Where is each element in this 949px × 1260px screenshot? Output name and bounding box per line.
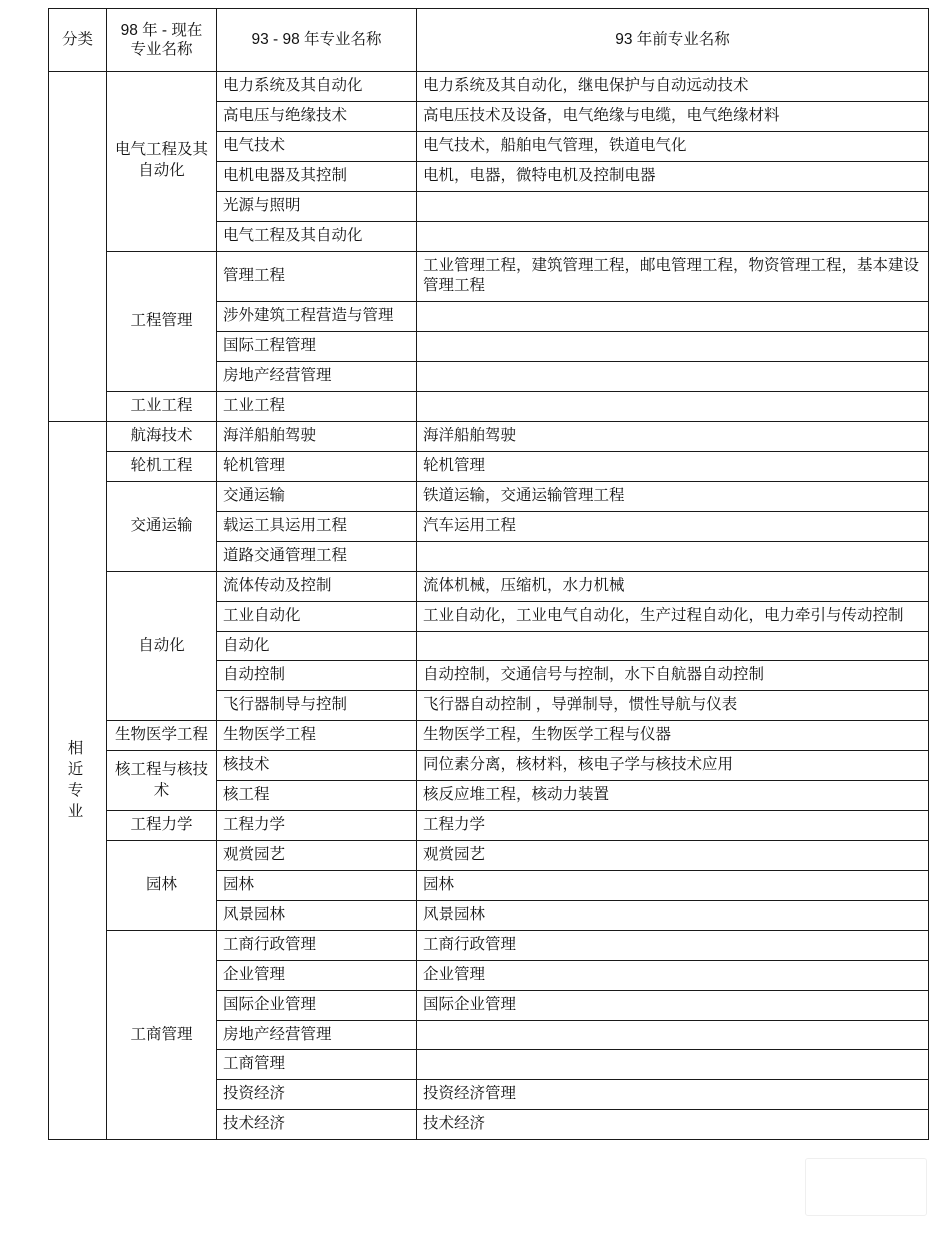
old-period-major-cell: 工商行政管理 xyxy=(417,930,929,960)
table-row xyxy=(49,840,929,870)
table-row xyxy=(49,251,929,302)
old-period-major-cell xyxy=(417,332,929,362)
table-row xyxy=(49,721,929,751)
old-period-major-cell: 园林 xyxy=(417,870,929,900)
old-period-major-cell xyxy=(417,631,929,661)
old-period-major-cell: 投资经济管理 xyxy=(417,1080,929,1110)
mid-period-major-cell: 高电压与绝缘技术 xyxy=(217,101,417,131)
mid-period-major-cell: 管理工程 xyxy=(217,251,417,302)
column-header-old-period: 93 年前专业名称 xyxy=(417,9,929,72)
mid-period-major-cell: 工商行政管理 xyxy=(217,930,417,960)
column-header-mid-period: 93 - 98 年专业名称 xyxy=(217,9,417,72)
mid-period-major-cell: 工业自动化 xyxy=(217,601,417,631)
old-period-major-cell: 汽车运用工程 xyxy=(417,511,929,541)
major-comparison-table xyxy=(48,8,929,1140)
table-row xyxy=(49,481,929,511)
old-period-major-cell xyxy=(417,392,929,422)
old-period-major-cell: 自动控制，交通信号与控制，水下自航器自动控制 xyxy=(417,661,929,691)
mid-period-major-cell: 电机电器及其控制 xyxy=(217,161,417,191)
current-major-cell: 园林 xyxy=(107,840,217,930)
mid-period-major-cell: 企业管理 xyxy=(217,960,417,990)
table-row xyxy=(49,811,929,841)
old-period-major-cell xyxy=(417,1050,929,1080)
mid-period-major-cell: 风景园林 xyxy=(217,900,417,930)
table-body xyxy=(49,72,929,1140)
column-header-category: 分类 xyxy=(49,9,107,72)
mid-period-major-cell: 交通运输 xyxy=(217,481,417,511)
current-major-cell: 生物医学工程 xyxy=(107,721,217,751)
table-row xyxy=(49,72,929,102)
old-period-major-cell: 生物医学工程，生物医学工程与仪器 xyxy=(417,721,929,751)
mid-period-major-cell: 国际企业管理 xyxy=(217,990,417,1020)
mid-period-major-cell: 光源与照明 xyxy=(217,191,417,221)
column-header-current-line1: 98 年 - 现在 xyxy=(120,21,203,39)
mid-period-major-cell: 飞行器制导与控制 xyxy=(217,691,417,721)
table-header xyxy=(49,9,929,72)
old-period-major-cell xyxy=(417,191,929,221)
current-major-cell: 工商管理 xyxy=(107,930,217,1139)
mid-period-major-cell: 房地产经营管理 xyxy=(217,362,417,392)
table-row xyxy=(49,422,929,452)
table-row xyxy=(49,392,929,422)
mid-period-major-cell: 工程力学 xyxy=(217,811,417,841)
old-period-major-cell: 工业自动化，工业电气自动化，生产过程自动化，电力牵引与传动控制 xyxy=(417,601,929,631)
category-cell xyxy=(49,72,107,422)
old-period-major-cell: 技术经济 xyxy=(417,1110,929,1140)
current-major-cell: 工程管理 xyxy=(107,251,217,392)
old-period-major-cell: 企业管理 xyxy=(417,960,929,990)
old-period-major-cell: 工程力学 xyxy=(417,811,929,841)
old-period-major-cell xyxy=(417,1020,929,1050)
category-cell: 相 近 专 业 xyxy=(49,422,107,1140)
mid-period-major-cell: 房地产经营管理 xyxy=(217,1020,417,1050)
old-period-major-cell: 铁道运输，交通运输管理工程 xyxy=(417,481,929,511)
mid-period-major-cell: 观赏园艺 xyxy=(217,840,417,870)
mid-period-major-cell: 国际工程管理 xyxy=(217,332,417,362)
current-major-cell: 工程力学 xyxy=(107,811,217,841)
mid-period-major-cell: 海洋船舶驾驶 xyxy=(217,422,417,452)
mid-period-major-cell: 电气技术 xyxy=(217,131,417,161)
mid-period-major-cell: 园林 xyxy=(217,870,417,900)
watermark-box xyxy=(805,1158,927,1216)
old-period-major-cell: 电气技术，船舶电气管理，铁道电气化 xyxy=(417,131,929,161)
old-period-major-cell xyxy=(417,541,929,571)
column-header-current xyxy=(107,9,217,72)
column-header-current-line2: 专业名称 xyxy=(130,41,193,58)
old-period-major-cell: 轮机管理 xyxy=(417,451,929,481)
table-header-row xyxy=(49,9,929,72)
mid-period-major-cell: 生物医学工程 xyxy=(217,721,417,751)
old-period-major-cell: 观赏园艺 xyxy=(417,840,929,870)
current-major-cell: 核工程与核技术 xyxy=(107,751,217,811)
table-row xyxy=(49,451,929,481)
mid-period-major-cell: 载运工具运用工程 xyxy=(217,511,417,541)
current-major-cell: 电气工程及其自动化 xyxy=(107,72,217,252)
old-period-major-cell xyxy=(417,362,929,392)
mid-period-major-cell: 道路交通管理工程 xyxy=(217,541,417,571)
mid-period-major-cell: 工业工程 xyxy=(217,392,417,422)
table-row xyxy=(49,930,929,960)
current-major-cell: 航海技术 xyxy=(107,422,217,452)
mid-period-major-cell: 自动化 xyxy=(217,631,417,661)
table-row xyxy=(49,571,929,601)
mid-period-major-cell: 流体传动及控制 xyxy=(217,571,417,601)
old-period-major-cell: 风景园林 xyxy=(417,900,929,930)
mid-period-major-cell: 工商管理 xyxy=(217,1050,417,1080)
current-major-cell: 自动化 xyxy=(107,571,217,721)
old-period-major-cell: 核反应堆工程，核动力装置 xyxy=(417,781,929,811)
current-major-cell: 工业工程 xyxy=(107,392,217,422)
old-period-major-cell: 飞行器自动控制 ，导弹制导，惯性导航与仪表 xyxy=(417,691,929,721)
mid-period-major-cell: 电力系统及其自动化 xyxy=(217,72,417,102)
mid-period-major-cell: 轮机管理 xyxy=(217,451,417,481)
old-period-major-cell: 流体机械，压缩机，水力机械 xyxy=(417,571,929,601)
old-period-major-cell: 电力系统及其自动化，继电保护与自动远动技术 xyxy=(417,72,929,102)
old-period-major-cell xyxy=(417,221,929,251)
mid-period-major-cell: 电气工程及其自动化 xyxy=(217,221,417,251)
table-row xyxy=(49,751,929,781)
mid-period-major-cell: 核工程 xyxy=(217,781,417,811)
old-period-major-cell: 工业管理工程，建筑管理工程，邮电管理工程，物资管理工程，基本建设管理工程 xyxy=(417,251,929,302)
current-major-cell: 交通运输 xyxy=(107,481,217,571)
mid-period-major-cell: 核技术 xyxy=(217,751,417,781)
mid-period-major-cell: 技术经济 xyxy=(217,1110,417,1140)
old-period-major-cell: 海洋船舶驾驶 xyxy=(417,422,929,452)
old-period-major-cell: 高电压技术及设备，电气绝缘与电缆，电气绝缘材料 xyxy=(417,101,929,131)
old-period-major-cell: 国际企业管理 xyxy=(417,990,929,1020)
current-major-cell: 轮机工程 xyxy=(107,451,217,481)
old-period-major-cell xyxy=(417,302,929,332)
old-period-major-cell: 电机，电器，微特电机及控制电器 xyxy=(417,161,929,191)
old-period-major-cell: 同位素分离，核材料，核电子学与核技术应用 xyxy=(417,751,929,781)
mid-period-major-cell: 投资经济 xyxy=(217,1080,417,1110)
mid-period-major-cell: 涉外建筑工程营造与管理 xyxy=(217,302,417,332)
mid-period-major-cell: 自动控制 xyxy=(217,661,417,691)
